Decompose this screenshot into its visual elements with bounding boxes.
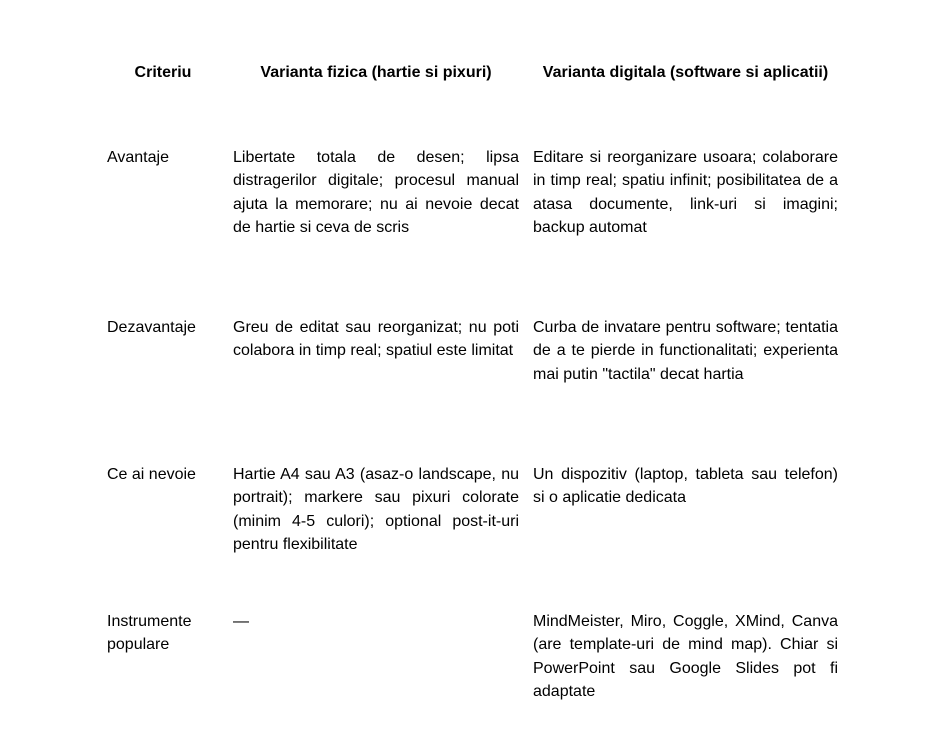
criterion-cell: Dezavantaje — [107, 319, 196, 336]
physical-cell: Greu de editat sau reorganizat; nu poti colabora in timp real; spatiul este limitat — [233, 319, 519, 360]
header-physical: Varianta fizica (hartie si pixuri) — [260, 64, 492, 81]
table-row — [100, 316, 845, 463]
criterion-cell: Avantaje — [107, 149, 169, 166]
table-row — [100, 463, 845, 610]
comparison-table — [100, 50, 845, 710]
criterion-cell: Ce ai nevoie — [107, 466, 196, 483]
physical-cell: Hartie A4 sau A3 (asaz-o landscape, nu portrait); markere sau pixuri colorate (minim 4-5 culori); optional post-it-uri pentru flexibilitate — [233, 466, 519, 553]
digital-cell: MindMeister, Miro, Coggle, XMind, Canva (are template-uri de mind map). Chiar si PowerPoint sau Google Slides pot fi adaptate — [533, 613, 838, 700]
table-row — [100, 146, 845, 316]
header-criterion: Criteriu — [134, 64, 192, 81]
table-header-row — [100, 50, 845, 146]
digital-cell: Curba de invatare pentru software; tentatia de a te pierde in functionalitati; experienta mai putin "tactila" decat hartia — [533, 319, 838, 383]
digital-cell: Editare si reorganizare usoara; colaborare in timp real; spatiu infinit; posibilitatea de a atasa documente, link-uri si imagini; backup automat — [533, 149, 838, 236]
header-digital: Varianta digitala (software si aplicatii) — [542, 64, 829, 81]
digital-cell: Un dispozitiv (laptop, tableta sau telefon) si o aplicatie dedicata — [533, 466, 838, 507]
physical-cell: — — [233, 613, 249, 630]
physical-cell: Libertate totala de desen; lipsa distragerilor digitale; procesul manual ajuta la memorare; nu ai nevoie decat de hartie si ceva de scris — [233, 149, 519, 236]
table-row — [100, 610, 845, 710]
criterion-cell: Instrumente populare — [107, 613, 192, 654]
